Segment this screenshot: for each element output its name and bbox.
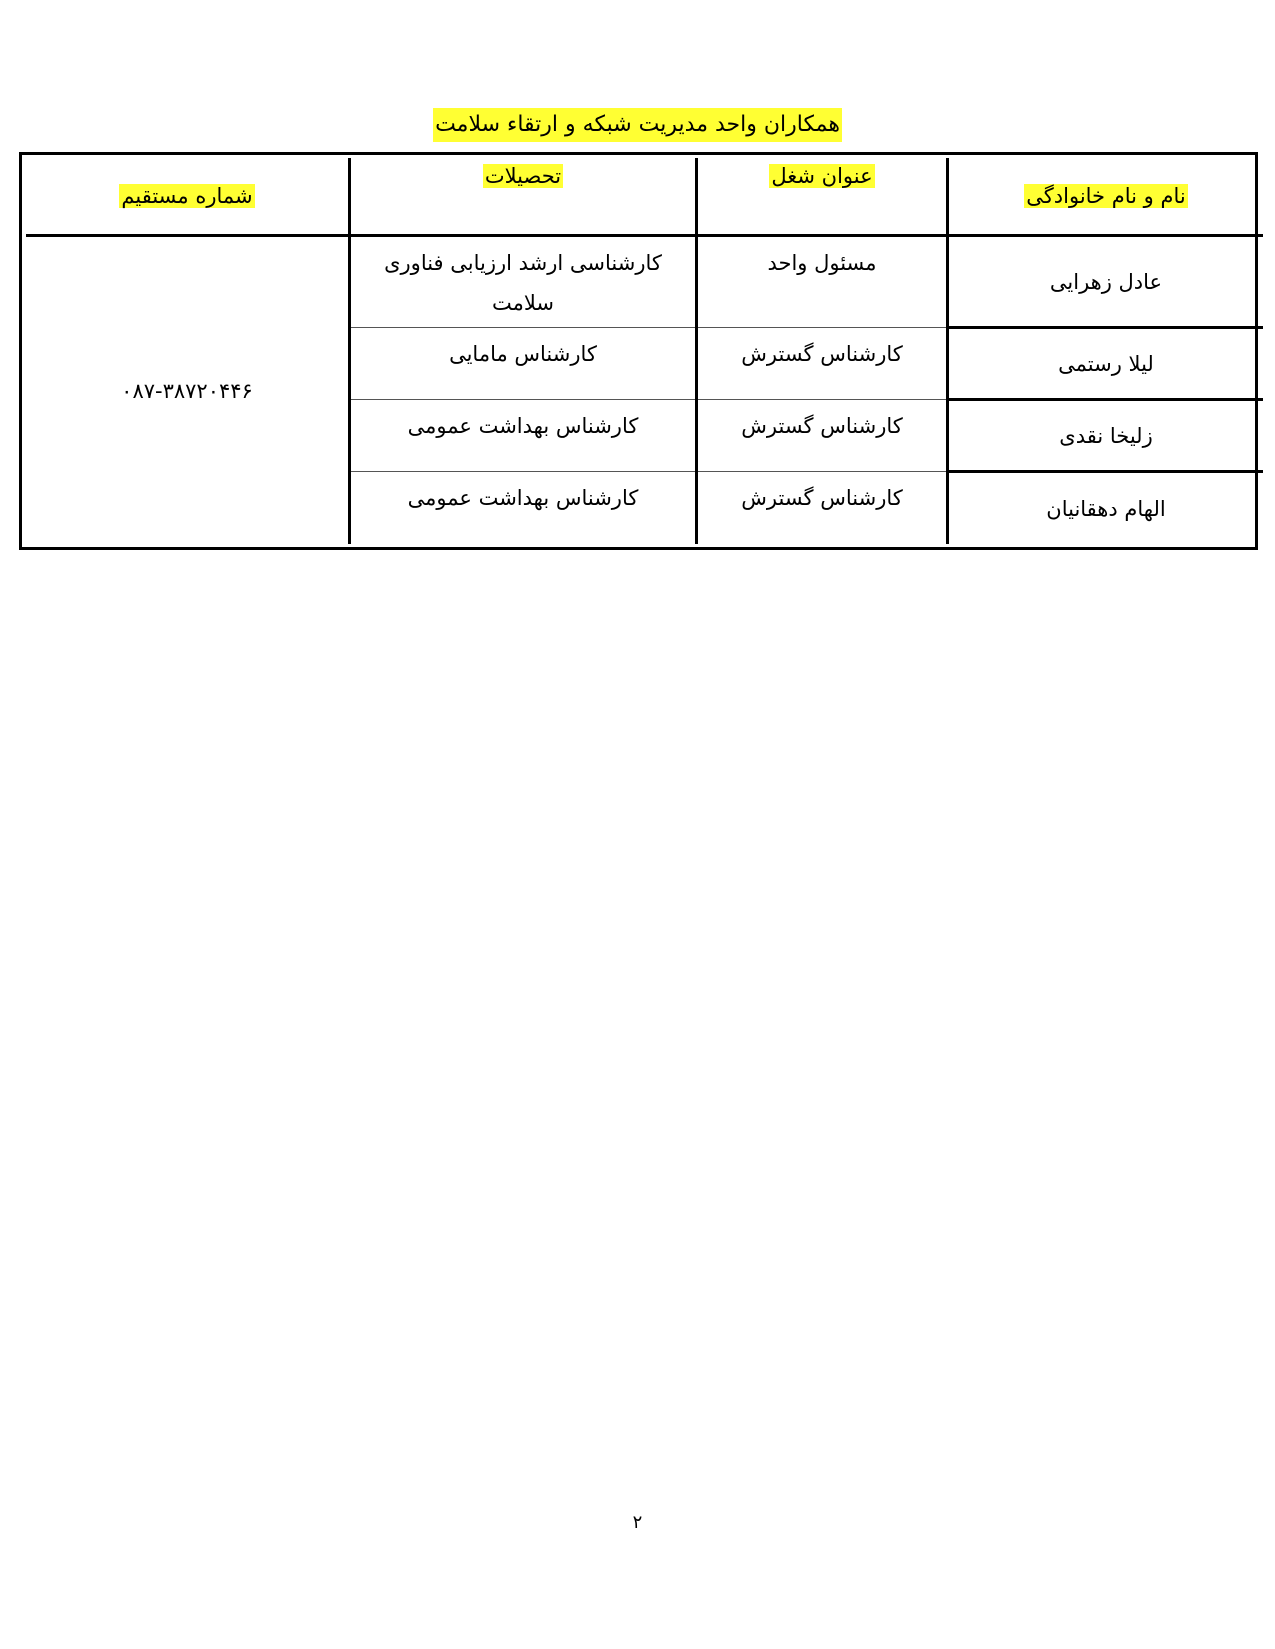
cell-education: کارشناسی ارشد ارزیابی فناوری سلامت [350, 236, 697, 328]
cell-name: عادل زهرایی [948, 236, 1264, 328]
cell-job: کارشناس گسترش [697, 400, 948, 472]
cell-name: الهام دهقانیان [948, 472, 1264, 545]
staff-table [26, 158, 1263, 544]
header-education: تحصیلات [350, 158, 697, 236]
cell-job: کارشناس گسترش [697, 472, 948, 545]
table-row [26, 236, 1263, 328]
page-title: همکاران واحد مدیریت شبکه و ارتقاء سلامت [433, 108, 842, 142]
cell-job: مسئول واحد [697, 236, 948, 328]
cell-education: کارشناس بهداشت عمومی [350, 472, 697, 545]
cell-name: لیلا رستمی [948, 328, 1264, 400]
cell-name: زلیخا نقدی [948, 400, 1264, 472]
header-name: نام و نام خانوادگی [948, 158, 1264, 236]
header-job: عنوان شغل [697, 158, 948, 236]
title-wrap [0, 108, 1275, 142]
cell-education: کارشناس بهداشت عمومی [350, 400, 697, 472]
cell-education: کارشناس مامایی [350, 328, 697, 400]
table-header-row [26, 158, 1263, 236]
cell-job: کارشناس گسترش [697, 328, 948, 400]
page-number: ۲ [632, 1512, 643, 1533]
header-phone: شماره مستقیم [26, 158, 350, 236]
cell-phone: ۰۸۷-۳۸۷۲۰۴۴۶ [121, 378, 253, 403]
